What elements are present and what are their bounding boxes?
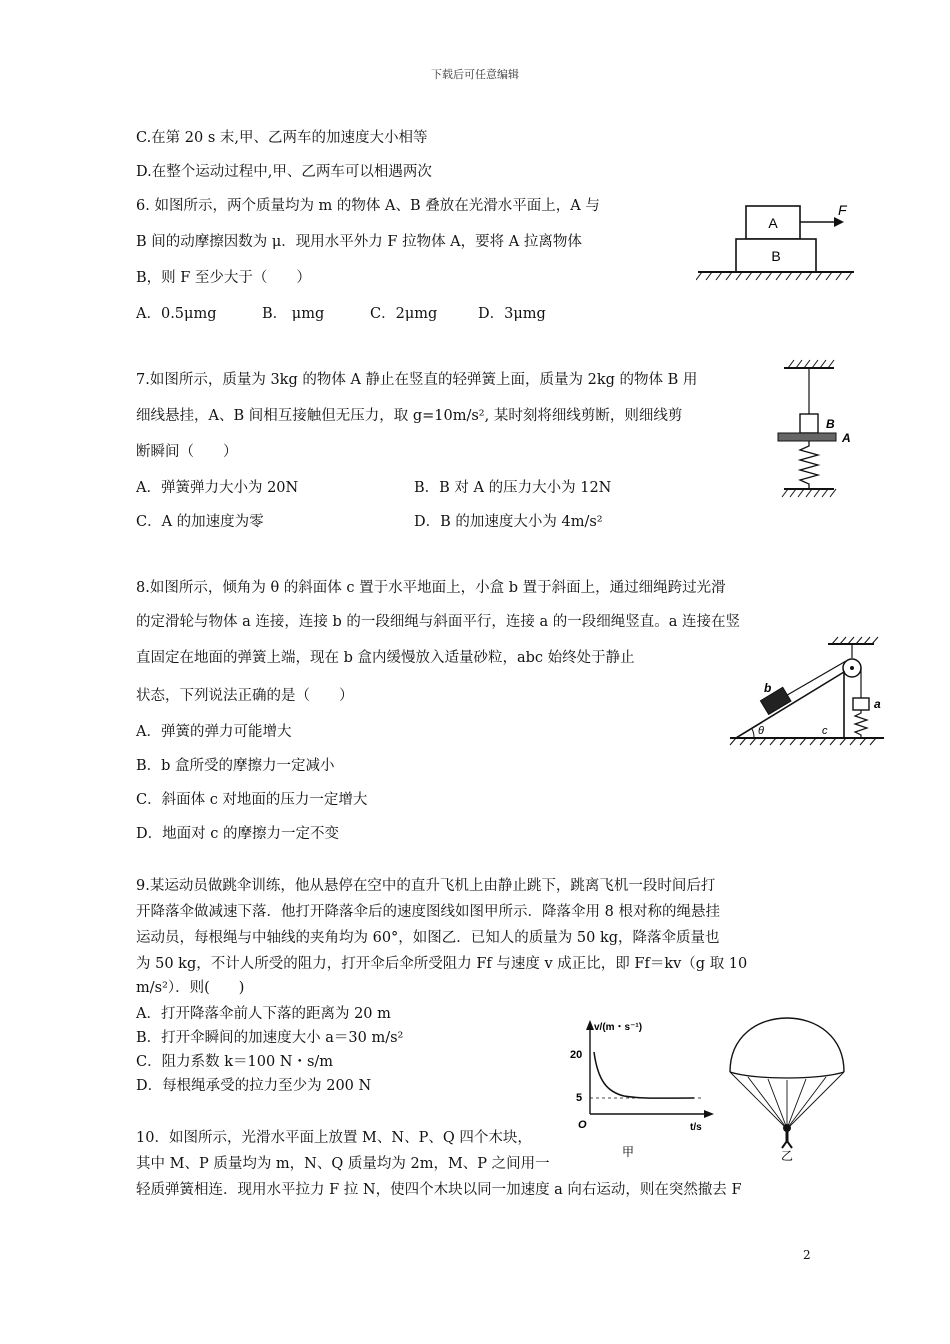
q6-option-d: D．3μmg <box>478 306 546 322</box>
q8-stem-line1: 8.如图所示，倾角为 θ 的斜面体 c 置于水平地面上，小盒 b 置于斜面上，通过细绳跨过光滑 <box>136 580 726 596</box>
incline-c <box>736 672 844 738</box>
theta-label: θ <box>758 725 764 737</box>
incline-c-label: c <box>822 725 828 737</box>
q10-stem-line1: 10．如图所示，光滑水平面上放置 M、N、P、Q 四个木块， <box>136 1130 532 1146</box>
velocity-curve <box>594 1052 694 1098</box>
block-a <box>853 698 869 710</box>
q9-stem-line1: 9.某运动员做跳伞训练，他从悬停在空中的直升飞机上由静止跳下，跳离飞机一段时间后打 <box>136 878 716 894</box>
page-number: 2 <box>803 1248 811 1262</box>
force-label: F <box>838 202 847 218</box>
origin-label: O <box>578 1119 587 1131</box>
block-b-label: B <box>771 248 781 264</box>
caption-yi: 乙 <box>780 1149 794 1163</box>
q9-stem-line3: 运动员，每根绳与中轴线的夹角均为 60°，如图乙．已知人的质量为 50 kg，降落伞质量也 <box>136 930 720 946</box>
q6-option-c: C．2μmg <box>370 306 438 322</box>
spring <box>800 441 818 489</box>
q8-option-c: C．斜面体 c 对地面的压力一定增大 <box>136 792 368 808</box>
caption-jia: 甲 <box>621 1145 635 1159</box>
block-a-label: A <box>842 431 851 445</box>
q7-stem-line1: 7.如图所示，质量为 3kg 的物体 A 静止在竖直的轻弹簧上面，质量为 2kg 的物体 B 用 <box>136 372 698 388</box>
block-a-label: A <box>768 215 778 231</box>
x-axis-label: t/s <box>690 1122 702 1133</box>
q7-option-a: A．弹簧弹力大小为 20N <box>136 480 299 496</box>
q6-option-b: B． μmg <box>262 306 325 322</box>
q8-stem-line3: 直固定在地面的弹簧上端，现在 b 盒内缓慢放入适量砂粒，abc 始终处于静止 <box>136 650 635 666</box>
spring <box>855 710 867 738</box>
q6-stem-line2: B 间的动摩擦因数为 μ．现用水平外力 F 拉物体 A，要将 A 拉离物体 <box>136 234 582 250</box>
q7-option-b: B．B 对 A 的压力大小为 12N <box>414 480 612 496</box>
q9-stem-line4: 为 50 kg，不计人所受的阻力，打开伞后伞所受阻力 Ff 与速度 v 成正比，即 Ff＝kv（g 取 10 <box>136 956 748 972</box>
y-tick-5: 5 <box>576 1092 583 1104</box>
q9-option-d: D．每根绳承受的拉力至少为 200 N <box>136 1078 372 1094</box>
q6-option-a: A．0.5μmg <box>136 306 217 322</box>
q10-stem-line3: 轻质弹簧相连．现用水平拉力 F 拉 N，使四个木块以同一加速度 a 向右运动，则在突然撤去 F <box>136 1182 742 1198</box>
q5-option-d: D.在整个运动过程中,甲、乙两车可以相遇两次 <box>136 164 432 180</box>
box-b-label: b <box>764 681 772 695</box>
q9-stem-line5: m/s²）．则( ) <box>136 980 245 996</box>
block-b <box>800 414 818 433</box>
q9-option-c: C．阻力系数 k＝100 N・s/m <box>136 1054 334 1070</box>
y-axis-label: v/(m・s⁻¹) <box>594 1022 643 1033</box>
q9-parachute-figure <box>724 1014 850 1164</box>
y-tick-20: 20 <box>570 1049 583 1061</box>
block-a-label: a <box>874 697 881 711</box>
q7-figure <box>772 358 852 500</box>
q6-stem-line3: B，则 F 至少大于（ ） <box>136 270 311 286</box>
q5-option-c: C.在第 20 s 末,甲、乙两车的加速度大小相等 <box>136 130 428 146</box>
q7-option-d: D．B 的加速度大小为 4m/s² <box>414 514 603 530</box>
canopy <box>730 1018 844 1072</box>
q7-stem-line3: 断瞬间（ ） <box>136 444 238 460</box>
q9-option-a: A．打开降落伞前人下落的距离为 20 m <box>136 1006 391 1022</box>
q8-option-a: A．弹簧的弹力可能增大 <box>136 724 292 740</box>
q6-stem-line1: 6. 如图所示，两个质量均为 m 的物体 A、B 叠放在光滑水平面上，A 与 <box>136 198 600 214</box>
q8-figure <box>728 636 888 748</box>
q9-option-b: B．打开伞瞬间的加速度大小 a＝30 m/s² <box>136 1030 404 1046</box>
q9-vt-chart <box>562 1018 722 1162</box>
page-header: 下载后可任意编辑 <box>431 68 519 81</box>
block-a <box>778 433 836 441</box>
q10-stem-line2: 其中 M、P 质量均为 m，N、Q 质量均为 2m，M、P 之间用一 <box>136 1156 550 1172</box>
q8-stem-line2: 的定滑轮与物体 a 连接，连接 b 的一段细绳与斜面平行，连接 a 的一段细绳竖直。a 连接在竖 <box>136 614 740 630</box>
q7-stem-line2: 细线悬挂，A、B 间相互接触但无压力，取 g=10m/s², 某时刻将细线剪断，则细线剪 <box>136 408 683 424</box>
q6-figure <box>696 198 856 290</box>
q7-option-c: C．A 的加速度为零 <box>136 514 264 530</box>
q8-option-d: D．地面对 c 的摩擦力一定不变 <box>136 826 339 842</box>
q8-option-b: B．b 盒所受的摩擦力一定减小 <box>136 758 335 774</box>
q8-stem-line4: 状态，下列说法正确的是（ ） <box>136 688 354 704</box>
q9-stem-line2: 开降落伞做减速下落．他打开降落伞后的速度图线如图甲所示．降落伞用 8 根对称的绳悬挂 <box>136 904 720 920</box>
block-b-label: B <box>826 417 835 431</box>
